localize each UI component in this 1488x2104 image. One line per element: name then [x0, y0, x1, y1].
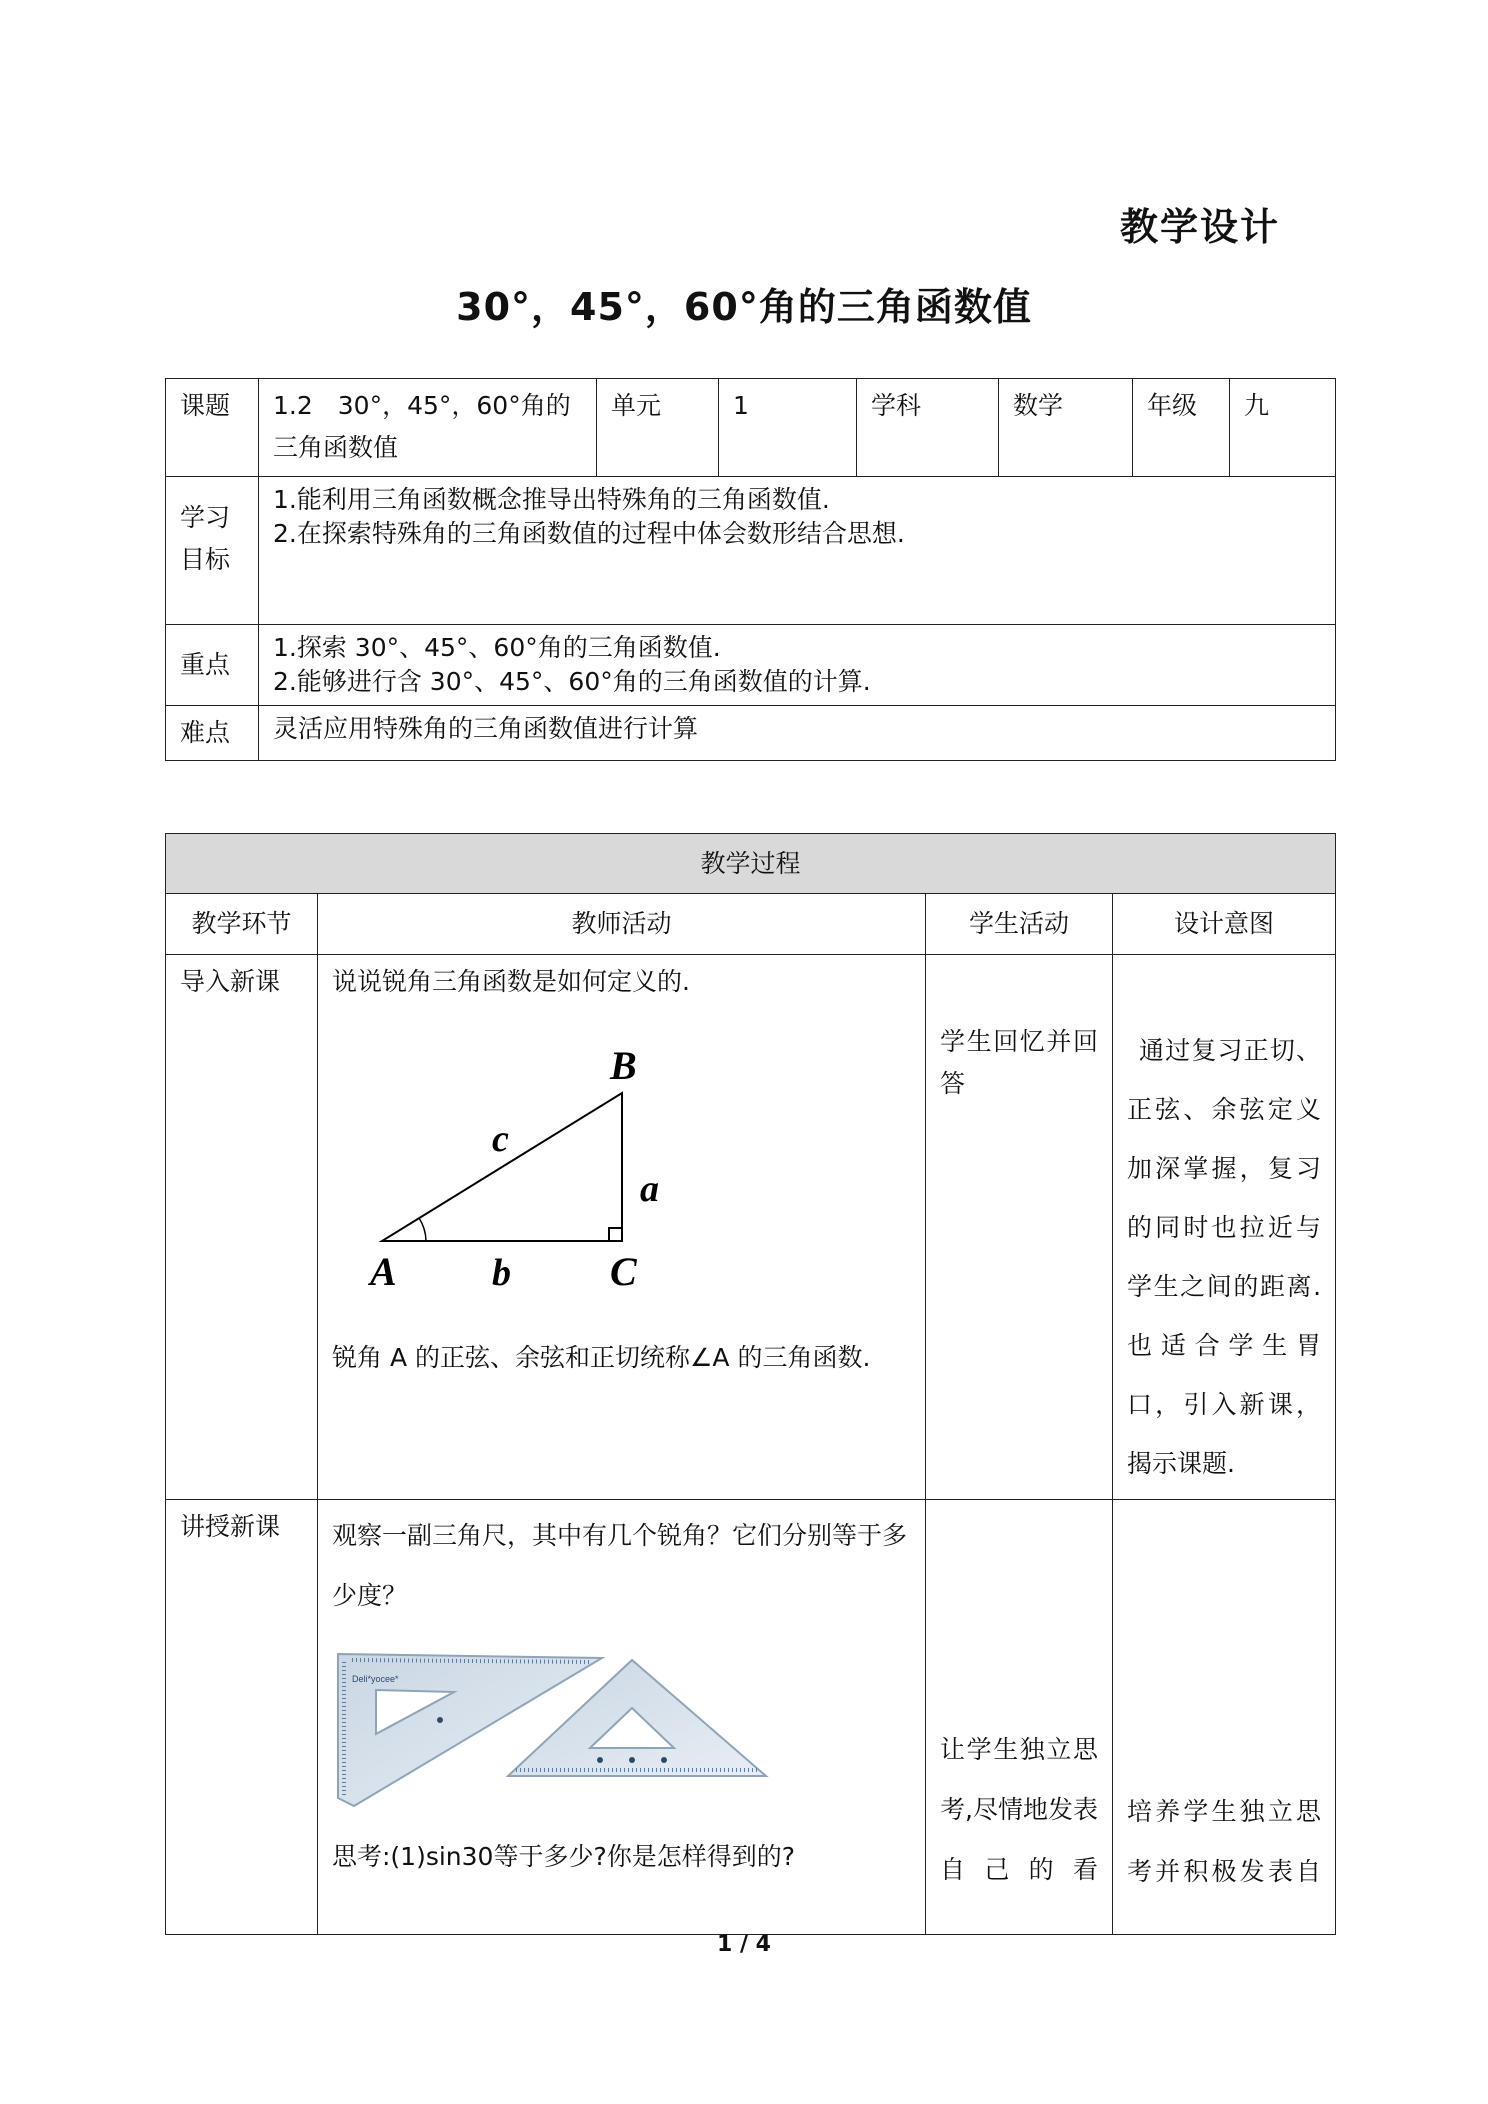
goals-cell [259, 477, 1336, 625]
ruler-dot [629, 1757, 635, 1763]
teacher-activity-cell [318, 955, 926, 1500]
key-item: 1.探索 30°、45°、60°角的三角函数值. [273, 633, 721, 662]
ruler-dot [437, 1717, 443, 1723]
student-activity-cell [926, 1500, 1113, 1935]
document-title: 30°，45°，60°角的三角函数值 [456, 285, 1032, 329]
design-intent-cell [1113, 1500, 1336, 1935]
goal-item: 2.在探索特殊角的三角函数值的过程中体会数形结合思想. [273, 519, 905, 548]
difficulty-value: 灵活应用特殊角的三角函数值进行计算 [259, 706, 1336, 761]
side-label-c: c [492, 1118, 509, 1160]
side-label-a: a [640, 1168, 659, 1210]
process-title: 教学过程 [166, 834, 1336, 894]
design-intent-text: 通过复习正切、正弦、余弦定义加深掌握，复习的同时也拉近与学生之间的距离.也适合学生胃口，引入新课，揭示课题. [1127, 1036, 1322, 1478]
goal-item: 1.能利用三角函数概念推导出特殊角的三角函数值. [273, 485, 830, 514]
document-header: 教学设计 [1120, 205, 1281, 249]
key-item: 2.能够进行含 30°、45°、60°角的三角函数值的计算. [273, 667, 871, 696]
column-header: 教师活动 [318, 894, 926, 955]
ruler-dot [597, 1757, 603, 1763]
key-cell [259, 625, 1336, 706]
student-activity-cell [926, 955, 1113, 1500]
ruler-dot [661, 1757, 667, 1763]
subject-label: 学科 [857, 379, 999, 477]
goals-label: 学习目标 [166, 477, 259, 625]
vertex-label-c: C [610, 1249, 637, 1294]
ruler-brand-label: Deli*yocee* [352, 1674, 399, 1684]
set-square-photo [332, 1648, 772, 1808]
subject-value: 数学 [999, 379, 1133, 477]
design-intent-text: 培养学生独立思考并积极发表自 [1127, 1797, 1322, 1886]
stage-cell: 导入新课 [166, 955, 318, 1500]
key-label: 重点 [166, 625, 259, 706]
stage-cell: 讲授新课 [166, 1500, 318, 1935]
student-activity-text: 让学生独立思考,尽情地发表自己的看 [940, 1735, 1098, 1884]
teacher-note-text: 锐角 A 的正弦、余弦和正切统称∠A 的三角函数. [332, 1343, 871, 1372]
unit-label: 单元 [597, 379, 719, 477]
angle-a-arc [419, 1218, 426, 1241]
student-activity-text: 学生回忆并回答 [940, 1027, 1098, 1098]
right-triangle-diagram [352, 1041, 692, 1301]
difficulty-label: 难点 [166, 706, 259, 761]
topic-label: 课题 [166, 379, 259, 477]
column-header: 学生活动 [926, 894, 1113, 955]
teacher-question-text: 思考:(1)sin30等于多少?你是怎样得到的? [332, 1842, 796, 1871]
process-table [165, 833, 1336, 1935]
column-header: 教学环节 [166, 894, 318, 955]
page-number: 1 / 4 [717, 1932, 771, 1957]
topic-value: 1.2 30°，45°，60°角的三角函数值 [259, 379, 597, 477]
right-angle-marker [609, 1228, 622, 1241]
teacher-activity-cell [318, 1500, 926, 1935]
design-intent-cell [1113, 955, 1336, 1500]
vertex-label-a: A [370, 1249, 397, 1294]
grade-value: 九 [1230, 379, 1336, 477]
triangle-outline [382, 1093, 622, 1241]
teacher-intro-text: 说说锐角三角函数是如何定义的. [332, 967, 690, 996]
side-label-b: b [492, 1252, 511, 1294]
vertex-label-b: B [610, 1043, 637, 1088]
unit-value: 1 [719, 379, 857, 477]
info-table [165, 378, 1336, 761]
column-header: 设计意图 [1113, 894, 1336, 955]
teacher-intro-text: 观察一副三角尺，其中有几个锐角？它们分别等于多少度？ [332, 1521, 908, 1610]
grade-label: 年级 [1133, 379, 1230, 477]
